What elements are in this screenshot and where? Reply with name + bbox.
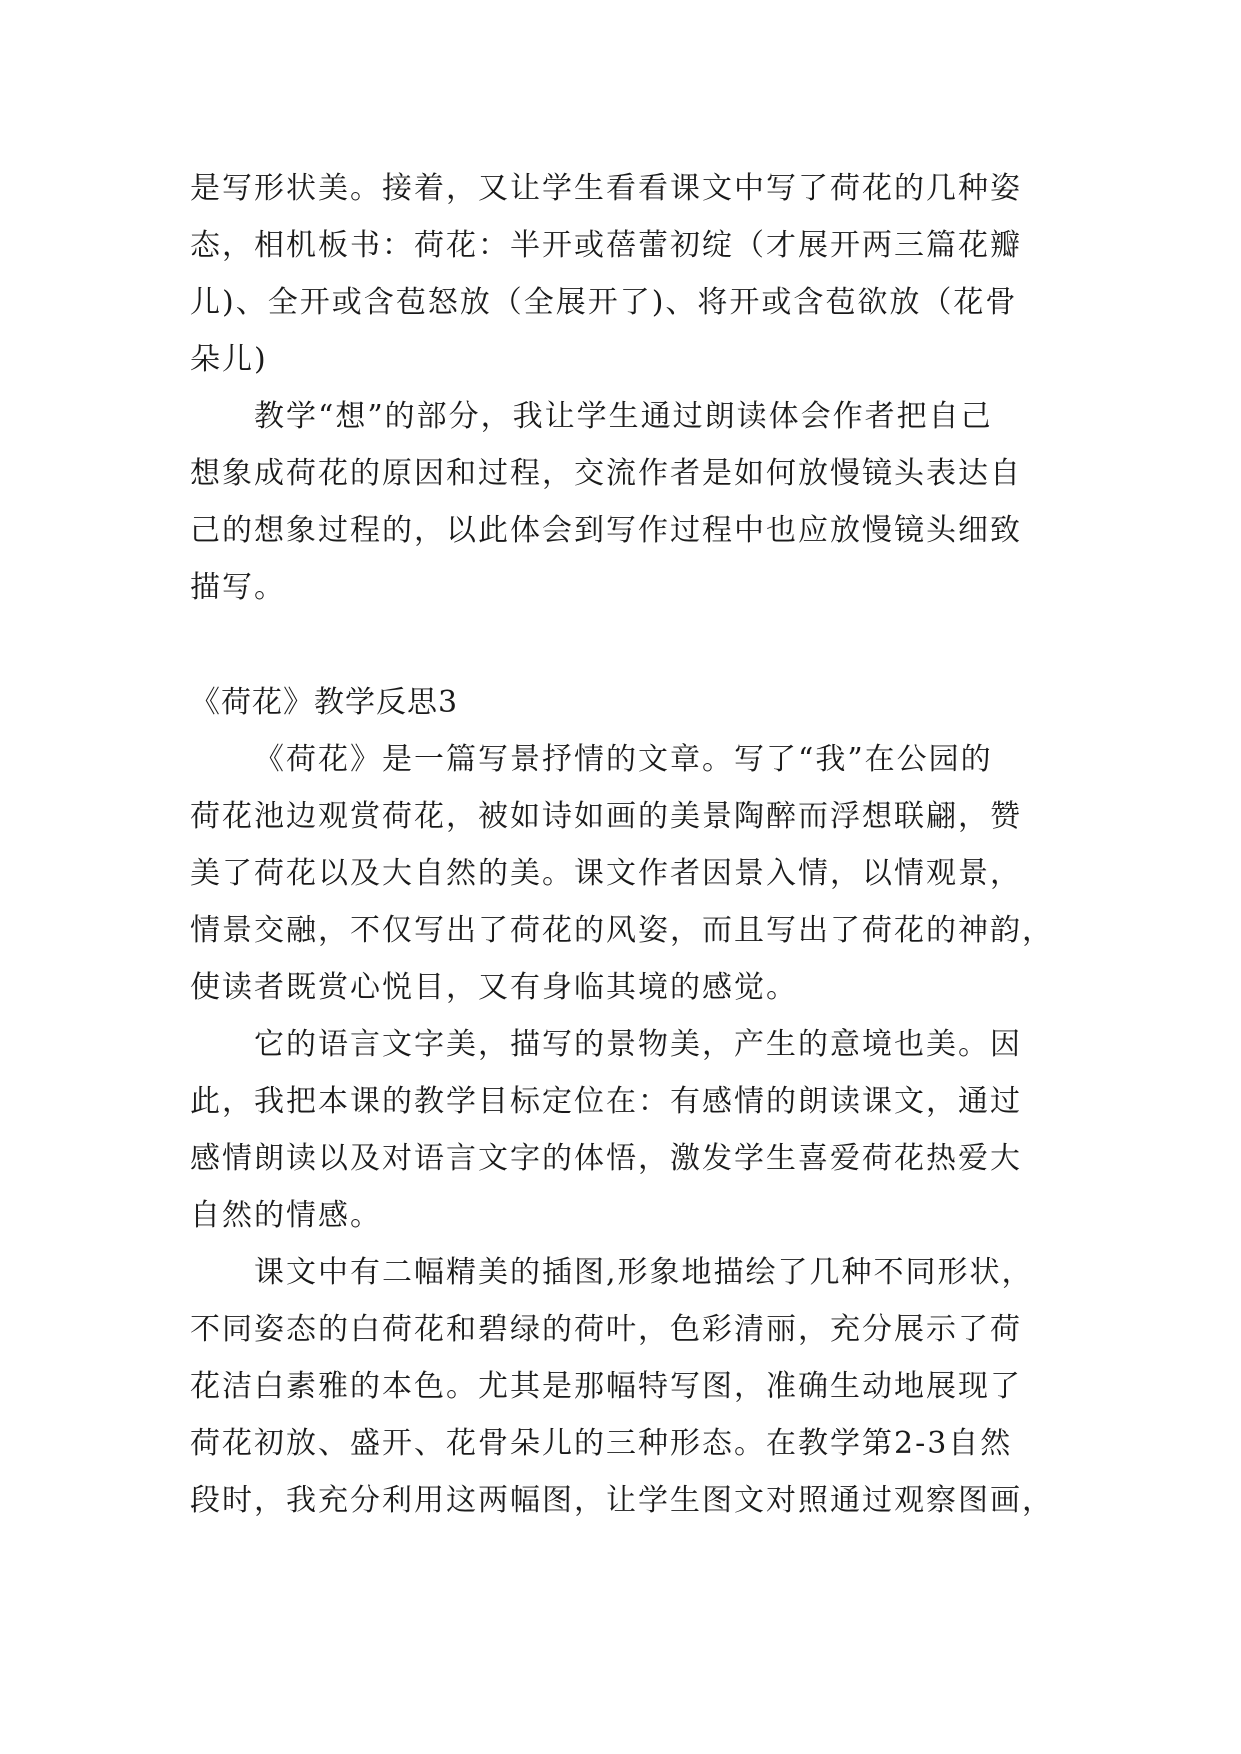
text-line: 描写。 xyxy=(190,570,286,605)
text-line: 此，我把本课的教学目标定位在：有感情的朗读课文，通过 xyxy=(190,1084,1022,1119)
text-line: 是写形状美。接着，又让学生看看课文中写了荷花的几种姿 xyxy=(190,171,1022,206)
section-heading: 《荷花》教学反思3 xyxy=(190,685,459,720)
text-line: 使读者既赏心悦目，又有身临其境的感觉。 xyxy=(190,970,798,1005)
text-line: 己的想象过程的，以此体会到写作过程中也应放慢镜头细致 xyxy=(190,513,1022,548)
text-line: 荷花初放、盛开、花骨朵儿的三种形态。在教学第2-3自然 xyxy=(190,1426,1013,1461)
text-line: 段时，我充分利用这两幅图，让学生图文对照通过观察图画， xyxy=(190,1483,1054,1518)
text-line: 课文中有二幅精美的插图,形象地描绘了几种不同形状， xyxy=(254,1255,1034,1290)
paragraph-goals xyxy=(190,1016,1060,1244)
text-line: 花洁白素雅的本色。尤其是那幅特写图，准确生动地展现了 xyxy=(190,1369,1022,1404)
paragraph-think-section xyxy=(190,388,1060,616)
text-line: 朵儿) xyxy=(190,342,268,377)
text-line: 教学“想”的部分，我让学生通过朗读体会作者把自己 xyxy=(254,399,993,434)
paragraph-continuation xyxy=(190,160,1060,388)
text-line: 自然的情感。 xyxy=(190,1198,382,1233)
paragraph-intro xyxy=(190,731,1060,1016)
text-line: 不同姿态的白荷花和碧绿的荷叶，色彩清丽，充分展示了荷 xyxy=(190,1312,1022,1347)
document-body xyxy=(190,160,1060,1529)
text-line: 美了荷花以及大自然的美。课文作者因景入情，以情观景， xyxy=(190,856,1022,891)
text-line: 态，相机板书：荷花：半开或蓓蕾初绽（才展开两三篇花瓣 xyxy=(190,228,1022,263)
text-line: 《荷花》是一篇写景抒情的文章。写了“我”在公园的 xyxy=(254,742,993,777)
text-line: 儿)、全开或含苞怒放（全展开了)、将开或含苞欲放（花骨 xyxy=(190,285,1018,320)
section-spacer xyxy=(190,616,1060,674)
text-line: 感情朗读以及对语言文字的体悟，激发学生喜爱荷花热爱大 xyxy=(190,1141,1022,1176)
text-line: 它的语言文字美，描写的景物美，产生的意境也美。因 xyxy=(254,1027,1022,1062)
text-line: 荷花池边观赏荷花，被如诗如画的美景陶醉而浮想联翩，赞 xyxy=(190,799,1022,834)
text-line: 想象成荷花的原因和过程，交流作者是如何放慢镜头表达自 xyxy=(190,456,1022,491)
paragraph-illustrations xyxy=(190,1244,1060,1529)
text-line: 情景交融，不仅写出了荷花的风姿，而且写出了荷花的神韵， xyxy=(190,913,1054,948)
